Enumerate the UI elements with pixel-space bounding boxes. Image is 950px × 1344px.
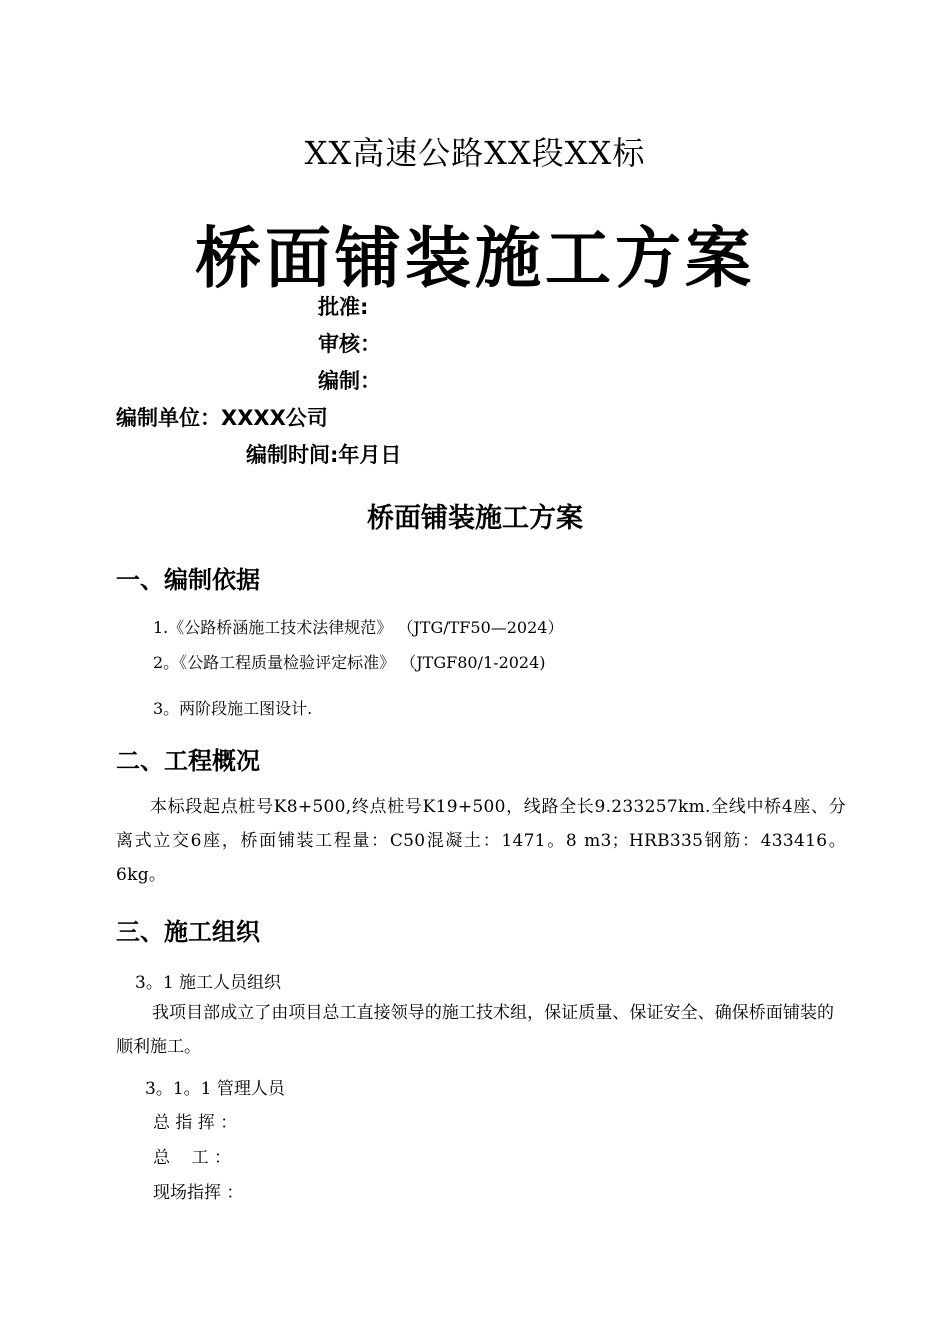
compile-date: 编制时间:年月日	[246, 443, 402, 467]
section-heading-organization: 三、施工组织	[116, 918, 260, 946]
role-site-commander: 现场指挥 ：	[153, 1183, 244, 1203]
review-label: 审核：	[318, 332, 381, 356]
section-heading-basis: 一、编制依据	[116, 566, 260, 594]
section-heading-overview: 二、工程概况	[116, 747, 260, 775]
cover-main-title: 桥面铺装施工方案	[195, 219, 755, 297]
reference-item: 1.《公路桥涵施工技术法律规范》 （JTG/TF50—2024）	[153, 618, 564, 637]
subsection-heading-personnel: 3。1 施工人员组织	[135, 973, 282, 993]
reference-item: 2。《公路工程质量检验评定标准》 （JTGF80/1-2024)	[153, 653, 546, 672]
organization-paragraph: 我项目部成立了由项目总工直接领导的施工技术组，保证质量、保证安全、确保桥面铺装的顺利施工。	[116, 1003, 834, 1057]
overview-paragraph: 本标段起点桩号K8+500,终点桩号K19+500，线路全长9.233257km.全线中桥4座、分离式立交6座，桥面铺装工程量：C50混凝土：1471。8 m3；HRB335钢筋：433416。6kg。	[116, 797, 846, 885]
compile-label: 编制：	[318, 369, 381, 393]
approve-label: 批准:	[318, 295, 369, 319]
subsection-heading-management: 3。1。1 管理人员	[145, 1079, 285, 1099]
reference-item: 3。两阶段施工图设计.	[153, 699, 313, 718]
role-commander: 总 指 挥 ：	[153, 1113, 238, 1133]
document-heading: 桥面铺装施工方案	[367, 503, 583, 534]
role-chief-engineer: 总 工 ：	[153, 1148, 232, 1168]
compile-unit: 编制单位：XXXX公司	[116, 406, 328, 430]
project-title: XX高速公路XX段XX标	[304, 134, 646, 172]
